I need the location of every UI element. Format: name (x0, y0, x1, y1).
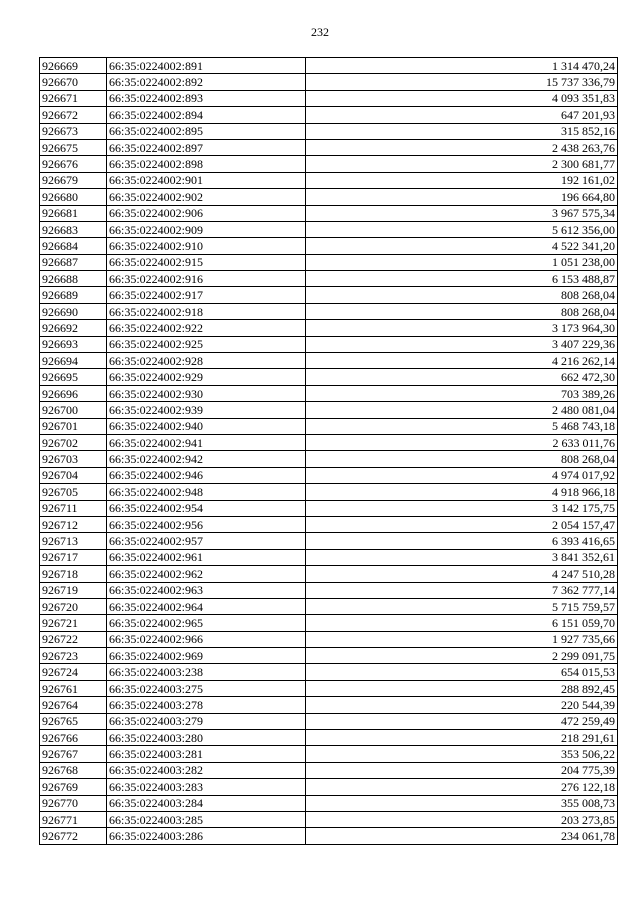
cadastral-value-cell: 7 362 777,14 (306, 582, 618, 598)
cadastral-value-cell: 355 008,73 (306, 795, 618, 811)
row-number-cell: 926679 (40, 172, 107, 188)
table-row (40, 746, 618, 762)
row-number-cell: 926681 (40, 205, 107, 221)
cadastral-number-cell: 66:35:0224002:954 (107, 500, 306, 516)
cadastral-number-cell: 66:35:0224003:238 (107, 664, 306, 680)
row-number-cell: 926694 (40, 353, 107, 369)
cadastral-number-cell: 66:35:0224002:929 (107, 369, 306, 385)
cadastral-value-cell: 1 051 238,00 (306, 254, 618, 270)
cadastral-value-cell: 6 153 488,87 (306, 271, 618, 287)
table-row (40, 795, 618, 811)
row-number-cell: 926713 (40, 533, 107, 549)
row-number-cell: 926687 (40, 254, 107, 270)
row-number-cell: 926701 (40, 418, 107, 434)
cadastral-value-cell: 2 480 081,04 (306, 402, 618, 418)
cadastral-value-cell: 192 161,02 (306, 172, 618, 188)
cadastral-number-cell: 66:35:0224003:279 (107, 713, 306, 729)
cadastral-number-cell: 66:35:0224003:275 (107, 680, 306, 696)
cadastral-value-cell: 5 468 743,18 (306, 418, 618, 434)
table-row (40, 320, 618, 336)
row-number-cell: 926768 (40, 762, 107, 778)
table-body (40, 58, 618, 845)
table-row (40, 549, 618, 565)
cadastral-number-cell: 66:35:0224002:916 (107, 271, 306, 287)
cadastral-number-cell: 66:35:0224002:917 (107, 287, 306, 303)
cadastral-number-cell: 66:35:0224002:893 (107, 90, 306, 106)
row-number-cell: 926692 (40, 320, 107, 336)
row-number-cell: 926770 (40, 795, 107, 811)
cadastral-number-cell: 66:35:0224002:918 (107, 303, 306, 319)
cadastral-number-cell: 66:35:0224002:901 (107, 172, 306, 188)
cadastral-value-cell: 1 927 735,66 (306, 631, 618, 647)
row-number-cell: 926722 (40, 631, 107, 647)
cadastral-number-cell: 66:35:0224002:948 (107, 484, 306, 500)
table-row (40, 123, 618, 139)
cadastral-value-cell: 5 715 759,57 (306, 598, 618, 614)
cadastral-number-cell: 66:35:0224003:283 (107, 779, 306, 795)
cadastral-value-cell: 2 300 681,77 (306, 156, 618, 172)
table-row (40, 779, 618, 795)
cadastral-value-cell: 2 438 263,76 (306, 139, 618, 155)
cadastral-value-cell: 2 054 157,47 (306, 516, 618, 532)
cadastral-value-cell: 2 633 011,76 (306, 434, 618, 450)
table-row (40, 402, 618, 418)
table-row (40, 369, 618, 385)
cadastral-value-cell: 218 291,61 (306, 730, 618, 746)
cadastral-value-cell: 3 967 575,34 (306, 205, 618, 221)
cadastral-number-cell: 66:35:0224002:894 (107, 107, 306, 123)
cadastral-value-cell: 196 664,80 (306, 189, 618, 205)
cadastral-value-cell: 4 216 262,14 (306, 353, 618, 369)
row-number-cell: 926683 (40, 221, 107, 237)
row-number-cell: 926717 (40, 549, 107, 565)
cadastral-value-cell: 353 506,22 (306, 746, 618, 762)
cadastral-number-cell: 66:35:0224002:946 (107, 467, 306, 483)
table-row (40, 516, 618, 532)
cadastral-number-cell: 66:35:0224002:909 (107, 221, 306, 237)
row-number-cell: 926676 (40, 156, 107, 172)
row-number-cell: 926696 (40, 385, 107, 401)
cadastral-number-cell: 66:35:0224003:286 (107, 828, 306, 844)
cadastral-value-cell: 5 612 356,00 (306, 221, 618, 237)
table-row (40, 566, 618, 582)
table-row (40, 254, 618, 270)
cadastral-number-cell: 66:35:0224002:892 (107, 74, 306, 90)
cadastral-value-table (39, 57, 618, 845)
cadastral-number-cell: 66:35:0224002:897 (107, 139, 306, 155)
cadastral-number-cell: 66:35:0224003:285 (107, 811, 306, 827)
table-row (40, 90, 618, 106)
table-row (40, 762, 618, 778)
row-number-cell: 926721 (40, 615, 107, 631)
cadastral-value-cell: 288 892,45 (306, 680, 618, 696)
row-number-cell: 926769 (40, 779, 107, 795)
cadastral-number-cell: 66:35:0224002:906 (107, 205, 306, 221)
table-row (40, 287, 618, 303)
cadastral-number-cell: 66:35:0224002:930 (107, 385, 306, 401)
cadastral-value-cell: 15 737 336,79 (306, 74, 618, 90)
table-row (40, 467, 618, 483)
cadastral-number-cell: 66:35:0224002:965 (107, 615, 306, 631)
cadastral-value-cell: 647 201,93 (306, 107, 618, 123)
row-number-cell: 926766 (40, 730, 107, 746)
cadastral-value-cell: 315 852,16 (306, 123, 618, 139)
cadastral-number-cell: 66:35:0224002:898 (107, 156, 306, 172)
row-number-cell: 926700 (40, 402, 107, 418)
row-number-cell: 926670 (40, 74, 107, 90)
row-number-cell: 926719 (40, 582, 107, 598)
table-row (40, 205, 618, 221)
cadastral-value-cell: 662 472,30 (306, 369, 618, 385)
table-row (40, 713, 618, 729)
table-row (40, 680, 618, 696)
table-row (40, 500, 618, 516)
cadastral-number-cell: 66:35:0224003:280 (107, 730, 306, 746)
table-row (40, 303, 618, 319)
row-number-cell: 926689 (40, 287, 107, 303)
table-row (40, 418, 618, 434)
table-row (40, 189, 618, 205)
cadastral-value-cell: 654 015,53 (306, 664, 618, 680)
cadastral-value-cell: 220 544,39 (306, 697, 618, 713)
table-row (40, 648, 618, 664)
row-number-cell: 926764 (40, 697, 107, 713)
cadastral-number-cell: 66:35:0224002:941 (107, 434, 306, 450)
cadastral-number-cell: 66:35:0224002:940 (107, 418, 306, 434)
cadastral-number-cell: 66:35:0224002:939 (107, 402, 306, 418)
cadastral-value-cell: 4 974 017,92 (306, 467, 618, 483)
row-number-cell: 926761 (40, 680, 107, 696)
row-number-cell: 926718 (40, 566, 107, 582)
table-row (40, 533, 618, 549)
table-row (40, 271, 618, 287)
table-row (40, 598, 618, 614)
cadastral-number-cell: 66:35:0224002:964 (107, 598, 306, 614)
cadastral-number-cell: 66:35:0224003:278 (107, 697, 306, 713)
cadastral-number-cell: 66:35:0224003:282 (107, 762, 306, 778)
row-number-cell: 926703 (40, 451, 107, 467)
table-row (40, 434, 618, 450)
cadastral-value-cell: 4 918 966,18 (306, 484, 618, 500)
row-number-cell: 926695 (40, 369, 107, 385)
cadastral-value-cell: 6 393 416,65 (306, 533, 618, 549)
cadastral-number-cell: 66:35:0224002:969 (107, 648, 306, 664)
row-number-cell: 926767 (40, 746, 107, 762)
page-number: 232 (311, 25, 329, 39)
row-number-cell: 926675 (40, 139, 107, 155)
row-number-cell: 926684 (40, 238, 107, 254)
table-row (40, 353, 618, 369)
cadastral-value-cell: 234 061,78 (306, 828, 618, 844)
row-number-cell: 926673 (40, 123, 107, 139)
cadastral-number-cell: 66:35:0224002:961 (107, 549, 306, 565)
row-number-cell: 926723 (40, 648, 107, 664)
table-row (40, 828, 618, 844)
table-row (40, 484, 618, 500)
table-row (40, 697, 618, 713)
cadastral-number-cell: 66:35:0224002:956 (107, 516, 306, 532)
row-number-cell: 926680 (40, 189, 107, 205)
table-row (40, 74, 618, 90)
row-number-cell: 926672 (40, 107, 107, 123)
row-number-cell: 926688 (40, 271, 107, 287)
table-row (40, 730, 618, 746)
table-row (40, 172, 618, 188)
cadastral-number-cell: 66:35:0224003:281 (107, 746, 306, 762)
cadastral-value-cell: 204 775,39 (306, 762, 618, 778)
cadastral-value-cell: 203 273,85 (306, 811, 618, 827)
table-row (40, 811, 618, 827)
cadastral-number-cell: 66:35:0224002:928 (107, 353, 306, 369)
cadastral-value-cell: 1 314 470,24 (306, 58, 618, 74)
cadastral-number-cell: 66:35:0224002:910 (107, 238, 306, 254)
cadastral-number-cell: 66:35:0224002:915 (107, 254, 306, 270)
row-number-cell: 926671 (40, 90, 107, 106)
table-row (40, 139, 618, 155)
cadastral-value-cell: 808 268,04 (306, 287, 618, 303)
row-number-cell: 926712 (40, 516, 107, 532)
cadastral-value-cell: 3 407 229,36 (306, 336, 618, 352)
cadastral-number-cell: 66:35:0224002:963 (107, 582, 306, 598)
cadastral-value-cell: 808 268,04 (306, 303, 618, 319)
cadastral-value-cell: 703 389,26 (306, 385, 618, 401)
cadastral-value-cell: 4 247 510,28 (306, 566, 618, 582)
row-number-cell: 926724 (40, 664, 107, 680)
row-number-cell: 926690 (40, 303, 107, 319)
row-number-cell: 926669 (40, 58, 107, 74)
row-number-cell: 926711 (40, 500, 107, 516)
table-row (40, 631, 618, 647)
table-row (40, 156, 618, 172)
table-row (40, 615, 618, 631)
row-number-cell: 926772 (40, 828, 107, 844)
table-row (40, 238, 618, 254)
row-number-cell: 926705 (40, 484, 107, 500)
table-row (40, 107, 618, 123)
row-number-cell: 926771 (40, 811, 107, 827)
cadastral-value-cell: 6 151 059,70 (306, 615, 618, 631)
cadastral-value-cell: 808 268,04 (306, 451, 618, 467)
table-row (40, 582, 618, 598)
cadastral-value-cell: 2 299 091,75 (306, 648, 618, 664)
table-row (40, 451, 618, 467)
cadastral-number-cell: 66:35:0224002:957 (107, 533, 306, 549)
cadastral-number-cell: 66:35:0224002:902 (107, 189, 306, 205)
table-row (40, 664, 618, 680)
cadastral-value-cell: 4 093 351,83 (306, 90, 618, 106)
cadastral-value-cell: 3 841 352,61 (306, 549, 618, 565)
row-number-cell: 926704 (40, 467, 107, 483)
cadastral-value-cell: 4 522 341,20 (306, 238, 618, 254)
cadastral-value-cell: 3 173 964,30 (306, 320, 618, 336)
table-row (40, 58, 618, 74)
cadastral-value-cell: 472 259,49 (306, 713, 618, 729)
cadastral-number-cell: 66:35:0224002:942 (107, 451, 306, 467)
row-number-cell: 926765 (40, 713, 107, 729)
cadastral-number-cell: 66:35:0224003:284 (107, 795, 306, 811)
cadastral-number-cell: 66:35:0224002:922 (107, 320, 306, 336)
cadastral-value-cell: 276 122,18 (306, 779, 618, 795)
row-number-cell: 926702 (40, 434, 107, 450)
cadastral-number-cell: 66:35:0224002:895 (107, 123, 306, 139)
row-number-cell: 926720 (40, 598, 107, 614)
cadastral-number-cell: 66:35:0224002:966 (107, 631, 306, 647)
row-number-cell: 926693 (40, 336, 107, 352)
table-row (40, 336, 618, 352)
cadastral-number-cell: 66:35:0224002:925 (107, 336, 306, 352)
table-row (40, 221, 618, 237)
cadastral-number-cell: 66:35:0224002:962 (107, 566, 306, 582)
cadastral-number-cell: 66:35:0224002:891 (107, 58, 306, 74)
cadastral-value-cell: 3 142 175,75 (306, 500, 618, 516)
table-row (40, 385, 618, 401)
